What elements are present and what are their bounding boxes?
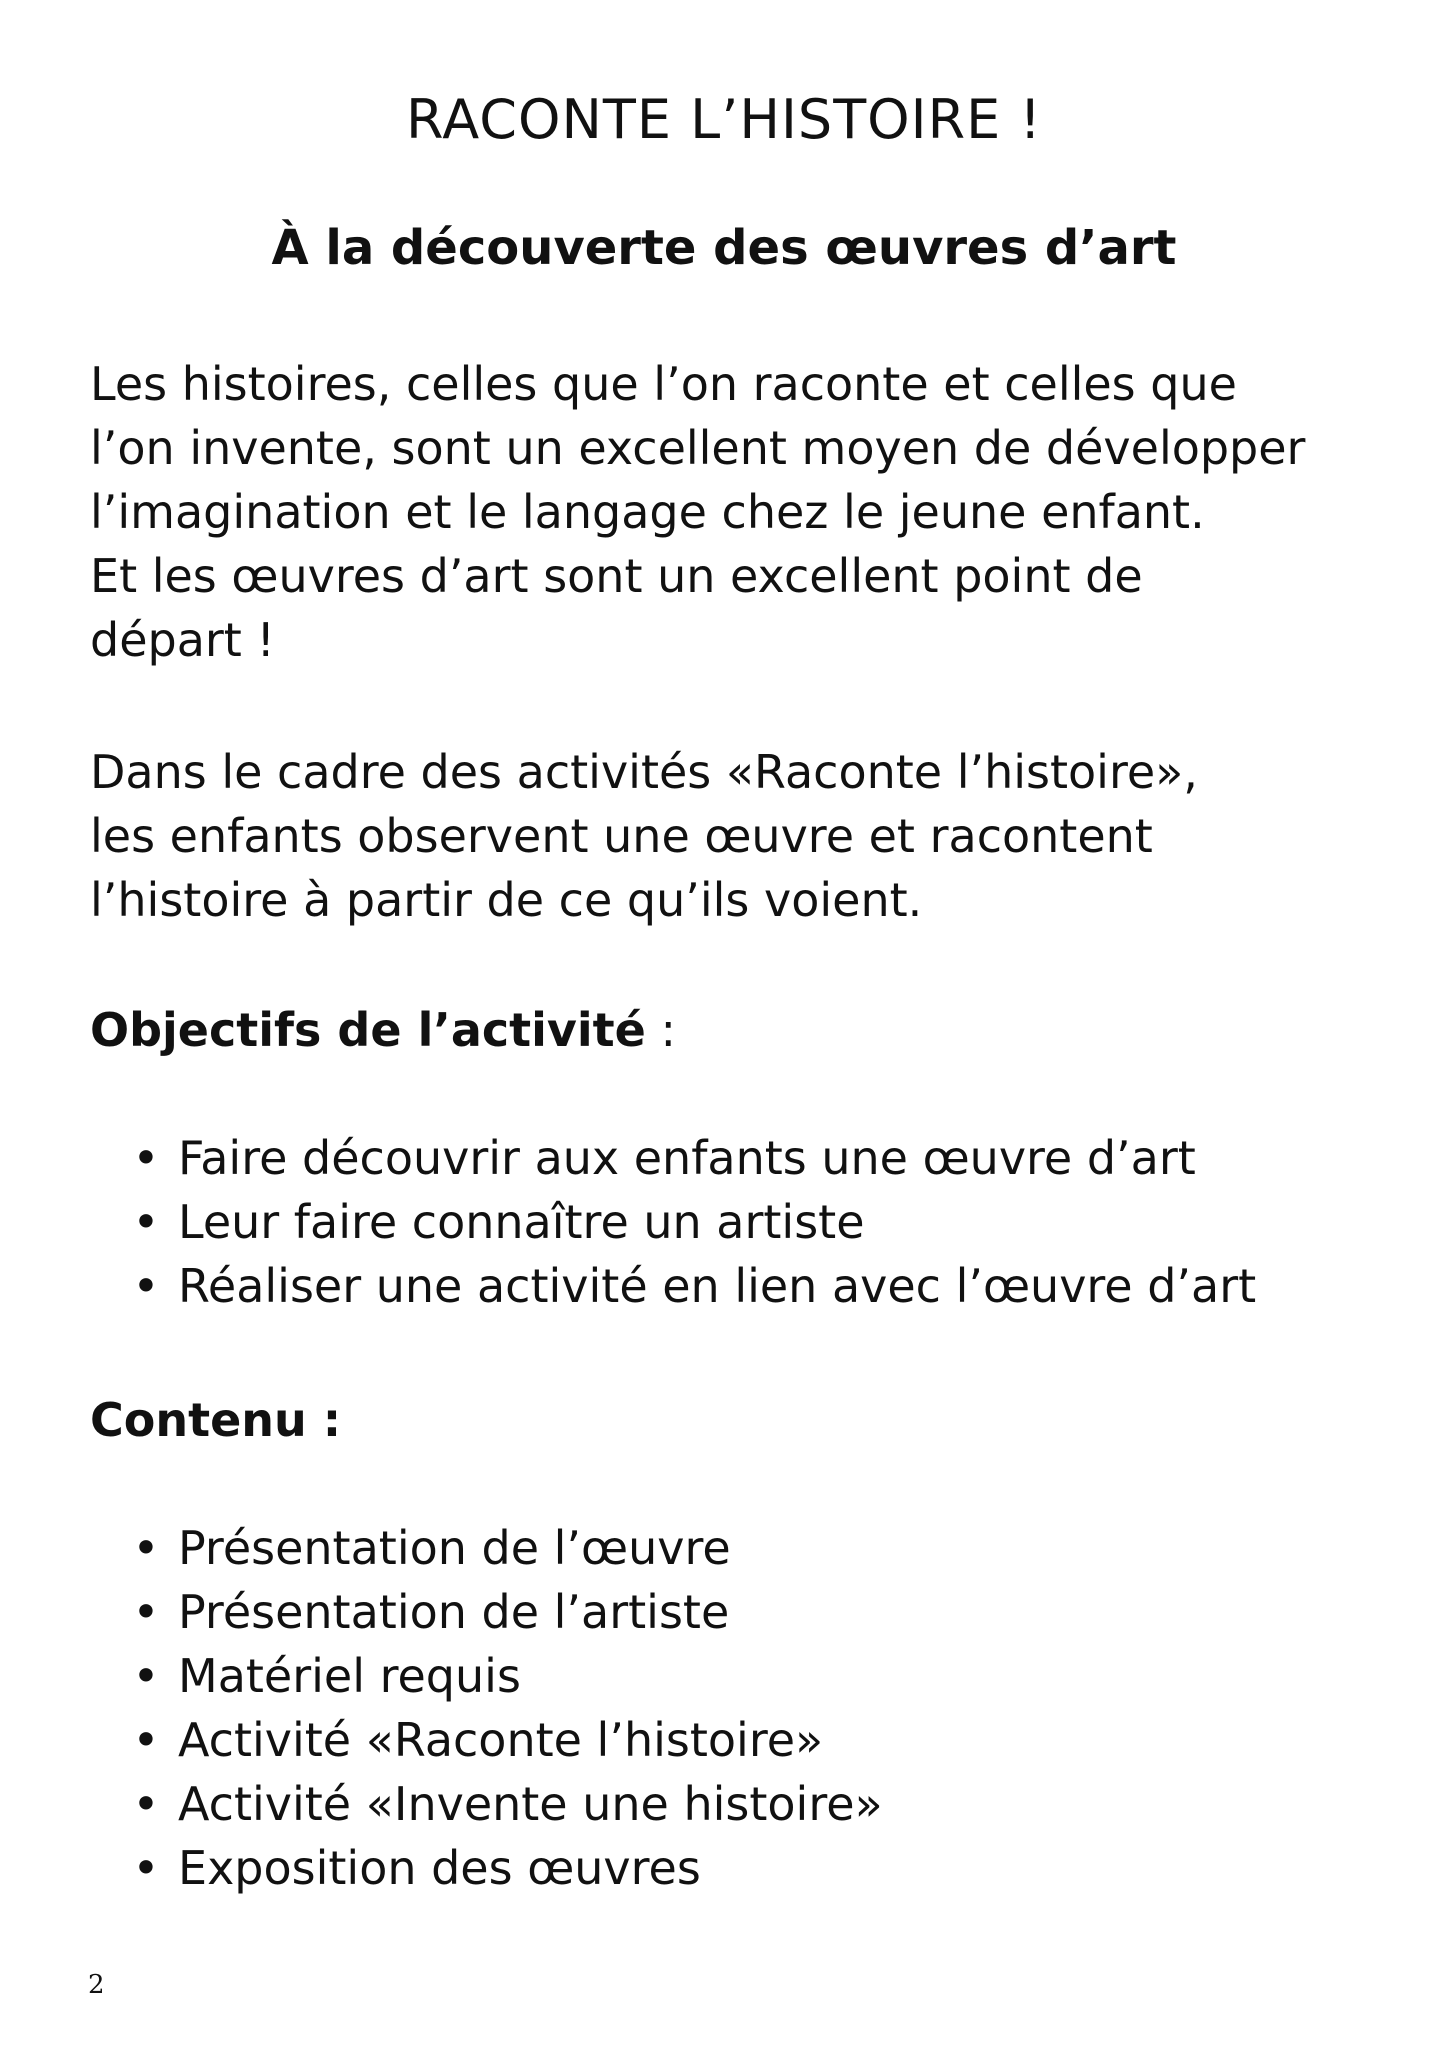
list-item bbox=[126, 1644, 1376, 1708]
list-item-text: Faire découvrir aux enfants une œuvre d’art bbox=[178, 1131, 1196, 1185]
list-item-text: Matériel requis bbox=[178, 1649, 521, 1703]
list-item bbox=[126, 1772, 1376, 1836]
bullet-icon: • bbox=[132, 1131, 160, 1185]
list-item bbox=[126, 1190, 1376, 1254]
list-item-text: Exposition des œuvres bbox=[178, 1841, 701, 1895]
intro-line: Et les œuvres d’art sont un excellent point de bbox=[90, 549, 1143, 603]
bullet-icon: • bbox=[132, 1259, 160, 1313]
list-item bbox=[126, 1516, 1376, 1580]
objectives-list bbox=[126, 1126, 1376, 1318]
list-item-text: Leur faire connaître un artiste bbox=[178, 1195, 865, 1249]
bullet-icon: • bbox=[132, 1585, 160, 1639]
bullet-icon: • bbox=[132, 1521, 160, 1575]
intro-line: Les histoires, celles que l’on raconte et celles que bbox=[90, 357, 1237, 411]
contents-heading bbox=[90, 1388, 341, 1452]
bullet-icon: • bbox=[132, 1841, 160, 1895]
contents-heading-label: Contenu : bbox=[90, 1393, 342, 1447]
activity-paragraph bbox=[90, 740, 1380, 932]
intro-paragraph bbox=[90, 352, 1380, 672]
intro-line: l’imagination et le langage chez le jeune enfant. bbox=[90, 485, 1205, 539]
bullet-icon: • bbox=[132, 1649, 160, 1703]
list-item bbox=[126, 1126, 1376, 1190]
list-item-text: Présentation de l’œuvre bbox=[178, 1521, 731, 1575]
list-item bbox=[126, 1836, 1376, 1900]
objectives-heading-label: Objectifs de l’activité bbox=[90, 1003, 646, 1057]
bullet-icon: • bbox=[132, 1713, 160, 1767]
list-item bbox=[126, 1254, 1376, 1318]
page-number: 2 bbox=[88, 1970, 105, 2000]
intro-line: départ ! bbox=[90, 613, 275, 667]
list-item-text: Activité «Invente une histoire» bbox=[178, 1777, 883, 1831]
activity-line: les enfants observent une œuvre et racontent bbox=[90, 809, 1153, 863]
page-subtitle: À la découverte des œuvres d’art bbox=[271, 220, 1177, 276]
activity-line: l’histoire à partir de ce qu’ils voient. bbox=[90, 873, 923, 927]
bullet-icon: • bbox=[132, 1777, 160, 1831]
contents-list bbox=[126, 1516, 1376, 1900]
list-item-text: Présentation de l’artiste bbox=[178, 1585, 730, 1639]
list-item bbox=[126, 1708, 1376, 1772]
list-item-text: Réaliser une activité en lien avec l’œuvre d’art bbox=[178, 1259, 1257, 1313]
objectives-heading-colon: : bbox=[645, 1003, 676, 1057]
activity-line: Dans le cadre des activités «Raconte l’histoire», bbox=[90, 745, 1198, 799]
objectives-heading bbox=[90, 998, 676, 1062]
list-item bbox=[126, 1580, 1376, 1644]
intro-line: l’on invente, sont un excellent moyen de développer bbox=[90, 421, 1306, 475]
list-item-text: Activité «Raconte l’histoire» bbox=[178, 1713, 824, 1767]
bullet-icon: • bbox=[132, 1195, 160, 1249]
page-title: RACONTE L’HISTOIRE ! bbox=[405, 88, 1043, 151]
